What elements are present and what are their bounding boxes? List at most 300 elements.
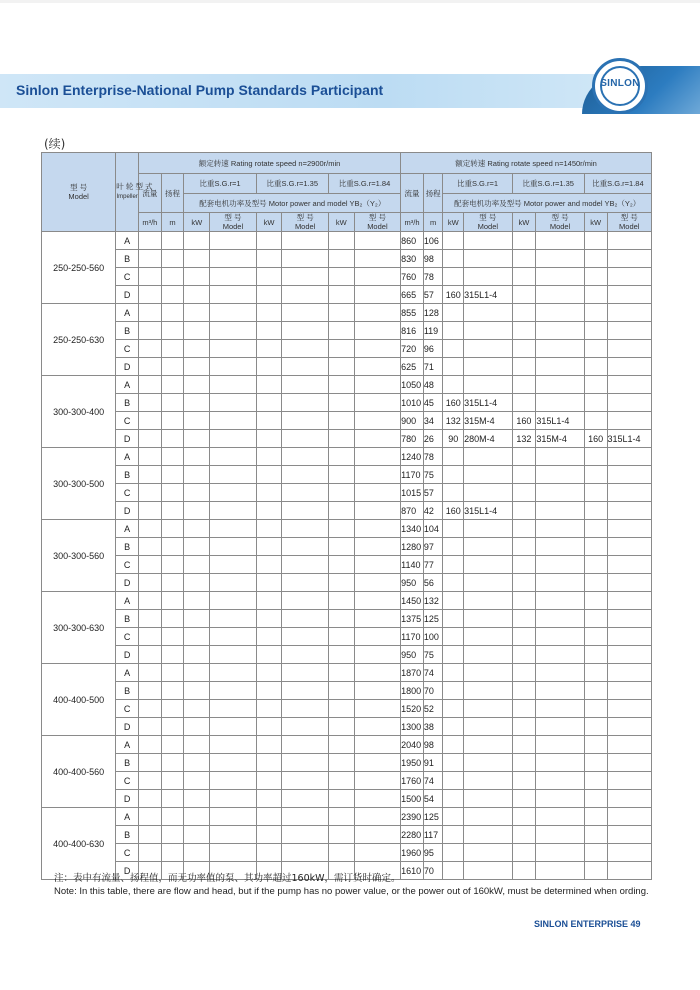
empty-cell: [139, 718, 162, 736]
table-row: [42, 646, 652, 664]
empty-cell: [354, 772, 400, 790]
unit-kw: kW: [328, 213, 354, 232]
head-cell: 78: [423, 268, 443, 286]
motor-model-cell: [607, 412, 651, 430]
power-cell: [584, 574, 607, 592]
empty-cell: [354, 340, 400, 358]
empty-cell: [354, 394, 400, 412]
power-cell: [512, 808, 536, 826]
empty-cell: [184, 826, 210, 844]
sg-1-header: 比重S.G.r=1: [443, 174, 512, 194]
empty-cell: [328, 826, 354, 844]
power-cell: [512, 664, 536, 682]
empty-cell: [161, 304, 184, 322]
empty-cell: [210, 556, 256, 574]
power-cell: [584, 376, 607, 394]
power-cell: [512, 448, 536, 466]
empty-cell: [184, 808, 210, 826]
empty-cell: [328, 574, 354, 592]
head-cell: 57: [423, 484, 443, 502]
impeller-cell: D: [116, 358, 139, 376]
empty-cell: [139, 592, 162, 610]
empty-cell: [282, 250, 328, 268]
motor-model-cell: [464, 826, 513, 844]
empty-cell: [161, 682, 184, 700]
power-cell: [443, 574, 464, 592]
motor-model-cell: [607, 646, 651, 664]
empty-cell: [161, 376, 184, 394]
power-cell: [512, 826, 536, 844]
impeller-cell: B: [116, 322, 139, 340]
head-cell: 38: [423, 718, 443, 736]
empty-cell: [328, 448, 354, 466]
empty-cell: [161, 826, 184, 844]
empty-cell: [139, 790, 162, 808]
empty-cell: [328, 466, 354, 484]
empty-cell: [210, 646, 256, 664]
capacity-cell: 1050: [401, 376, 424, 394]
empty-cell: [354, 232, 400, 250]
empty-cell: [161, 538, 184, 556]
speed-group-2900-header: 额定转速 Rating rotate speed n=2900r/min: [139, 153, 401, 174]
empty-cell: [184, 286, 210, 304]
table-row: [42, 844, 652, 862]
empty-cell: [354, 502, 400, 520]
impeller-cell: B: [116, 682, 139, 700]
unit-model-en: Model: [477, 222, 499, 231]
empty-cell: [139, 808, 162, 826]
head-cell: 98: [423, 250, 443, 268]
table-row: [42, 556, 652, 574]
empty-cell: [354, 736, 400, 754]
impeller-cell: C: [116, 700, 139, 718]
empty-cell: [282, 790, 328, 808]
motor-model-cell: [464, 592, 513, 610]
power-cell: [443, 610, 464, 628]
empty-cell: [328, 304, 354, 322]
empty-cell: [256, 430, 282, 448]
motor-model-cell: [464, 376, 513, 394]
empty-cell: [139, 232, 162, 250]
motor-model-cell: [464, 772, 513, 790]
empty-cell: [328, 646, 354, 664]
model-header-cn: 型 号: [70, 183, 88, 192]
capacity-cell: 2280: [401, 826, 424, 844]
motor-model-cell: 315M-4: [536, 430, 585, 448]
empty-cell: [210, 304, 256, 322]
motor-model-cell: [464, 682, 513, 700]
empty-cell: [354, 322, 400, 340]
unit-head: m: [161, 213, 184, 232]
empty-cell: [256, 736, 282, 754]
power-cell: [443, 664, 464, 682]
empty-cell: [328, 250, 354, 268]
motor-model-cell: [536, 610, 585, 628]
head-cell: 104: [423, 520, 443, 538]
power-cell: [512, 646, 536, 664]
capacity-cell: 1300: [401, 718, 424, 736]
empty-cell: [184, 484, 210, 502]
impeller-cell: D: [116, 862, 139, 880]
motor-model-cell: 315L1-4: [536, 412, 585, 430]
motor-model-cell: [464, 718, 513, 736]
unit-model: [536, 213, 585, 232]
empty-cell: [161, 610, 184, 628]
logo-text: SINLON: [600, 78, 640, 89]
table-row: [42, 538, 652, 556]
capacity-cell: 860: [401, 232, 424, 250]
empty-cell: [328, 520, 354, 538]
motor-model-cell: [607, 610, 651, 628]
power-cell: [443, 232, 464, 250]
empty-cell: [210, 844, 256, 862]
empty-cell: [354, 628, 400, 646]
unit-model-en: Model: [294, 222, 316, 231]
empty-cell: [210, 700, 256, 718]
head-cell: 54: [423, 790, 443, 808]
head-cell: 70: [423, 862, 443, 880]
table-row: [42, 466, 652, 484]
motor-model-cell: [464, 808, 513, 826]
empty-cell: [210, 232, 256, 250]
power-cell: [512, 556, 536, 574]
empty-cell: [328, 286, 354, 304]
motor-model-cell: [464, 484, 513, 502]
motor-model-cell: [464, 646, 513, 664]
power-cell: [584, 412, 607, 430]
motor-model-cell: [607, 736, 651, 754]
power-cell: [512, 790, 536, 808]
empty-cell: [354, 826, 400, 844]
note-chinese: 注：表中有流量、扬程值，而无功率值的泵、其功率超过160kW，需订货时确定。: [54, 873, 401, 884]
motor-model-cell: [607, 376, 651, 394]
empty-cell: [282, 466, 328, 484]
empty-cell: [282, 538, 328, 556]
empty-cell: [139, 286, 162, 304]
motor-model-cell: [536, 376, 585, 394]
head-cell: 77: [423, 556, 443, 574]
power-cell: [443, 628, 464, 646]
empty-cell: [139, 772, 162, 790]
empty-cell: [210, 466, 256, 484]
capacity-cell: 1015: [401, 484, 424, 502]
table-row: [42, 520, 652, 538]
power-cell: [584, 736, 607, 754]
motor-model-cell: [607, 286, 651, 304]
empty-cell: [282, 610, 328, 628]
motor-model-cell: [536, 484, 585, 502]
motor-power-header: 配套电机功率及型号 Motor power and model YB₂（Y₂）: [184, 194, 401, 213]
power-cell: [584, 754, 607, 772]
table-row: [42, 700, 652, 718]
unit-model: [210, 213, 256, 232]
power-cell: [584, 862, 607, 880]
motor-model-cell: [607, 862, 651, 880]
sg-1-header: 比重S.G.r=1: [184, 174, 256, 194]
empty-cell: [328, 736, 354, 754]
motor-model-cell: [607, 448, 651, 466]
empty-cell: [184, 358, 210, 376]
motor-model-cell: [536, 664, 585, 682]
power-cell: [512, 376, 536, 394]
empty-cell: [256, 556, 282, 574]
model-cell: 400-400-560: [42, 736, 116, 808]
empty-cell: [139, 250, 162, 268]
empty-cell: [282, 340, 328, 358]
power-cell: [512, 700, 536, 718]
impeller-cell: A: [116, 592, 139, 610]
power-cell: [443, 844, 464, 862]
head-cn: 扬程: [165, 188, 181, 198]
empty-cell: [282, 826, 328, 844]
power-cell: [443, 448, 464, 466]
empty-cell: [161, 250, 184, 268]
impeller-cell: A: [116, 808, 139, 826]
capacity-cell: 1960: [401, 844, 424, 862]
head-cell: 57: [423, 286, 443, 304]
power-cell: [584, 844, 607, 862]
motor-model-cell: [607, 322, 651, 340]
head-cell: 106: [423, 232, 443, 250]
table-row: [42, 448, 652, 466]
motor-model-cell: [536, 862, 585, 880]
motor-model-cell: [536, 736, 585, 754]
empty-cell: [184, 610, 210, 628]
impeller-cell: B: [116, 754, 139, 772]
empty-cell: [256, 250, 282, 268]
empty-cell: [210, 736, 256, 754]
power-cell: [443, 484, 464, 502]
impeller-cell: D: [116, 574, 139, 592]
head-header: [423, 174, 443, 213]
empty-cell: [354, 358, 400, 376]
power-cell: [584, 340, 607, 358]
unit-model: [354, 213, 400, 232]
empty-cell: [139, 394, 162, 412]
empty-cell: [139, 538, 162, 556]
empty-cell: [161, 754, 184, 772]
spec-table-body: [42, 232, 652, 880]
empty-cell: [210, 754, 256, 772]
motor-model-cell: [464, 322, 513, 340]
empty-cell: [184, 754, 210, 772]
power-cell: [512, 232, 536, 250]
empty-cell: [184, 736, 210, 754]
capacity-cell: 1760: [401, 772, 424, 790]
empty-cell: [210, 718, 256, 736]
empty-cell: [328, 232, 354, 250]
capacity-cell: 1240: [401, 448, 424, 466]
motor-model-cell: [536, 790, 585, 808]
empty-cell: [328, 808, 354, 826]
empty-cell: [161, 700, 184, 718]
empty-cell: [184, 502, 210, 520]
impeller-cell: A: [116, 736, 139, 754]
empty-cell: [256, 538, 282, 556]
power-cell: [443, 700, 464, 718]
empty-cell: [282, 430, 328, 448]
empty-cell: [139, 322, 162, 340]
head-cell: 98: [423, 736, 443, 754]
impeller-cell: A: [116, 664, 139, 682]
motor-model-cell: [536, 286, 585, 304]
empty-cell: [184, 376, 210, 394]
motor-model-cell: [536, 646, 585, 664]
empty-cell: [210, 520, 256, 538]
motor-model-cell: [536, 394, 585, 412]
motor-model-cell: [536, 700, 585, 718]
motor-model-cell: [464, 574, 513, 592]
empty-cell: [161, 646, 184, 664]
empty-cell: [161, 430, 184, 448]
unit-model-cn: 型 号: [620, 213, 638, 222]
head-cell: 100: [423, 628, 443, 646]
power-cell: [443, 592, 464, 610]
table-row: [42, 736, 652, 754]
empty-cell: [354, 250, 400, 268]
table-row: [42, 610, 652, 628]
empty-cell: [161, 718, 184, 736]
power-cell: 160: [584, 430, 607, 448]
sg-135-header: 比重S.G.r=1.35: [512, 174, 584, 194]
empty-cell: [139, 682, 162, 700]
power-cell: 160: [443, 286, 464, 304]
power-cell: [512, 394, 536, 412]
empty-cell: [328, 790, 354, 808]
table-row: [42, 430, 652, 448]
power-cell: [584, 556, 607, 574]
motor-model-cell: [536, 556, 585, 574]
empty-cell: [139, 556, 162, 574]
power-cell: [443, 466, 464, 484]
power-cell: [584, 610, 607, 628]
unit-model-en: Model: [367, 222, 388, 231]
motor-model-cell: [464, 664, 513, 682]
empty-cell: [354, 484, 400, 502]
motor-model-cell: [536, 808, 585, 826]
power-cell: [584, 232, 607, 250]
capacity-cell: 1610: [401, 862, 424, 880]
empty-cell: [354, 430, 400, 448]
head-cell: 132: [423, 592, 443, 610]
head-cell: 78: [423, 448, 443, 466]
impeller-cell: C: [116, 268, 139, 286]
power-cell: [584, 538, 607, 556]
table-row: [42, 502, 652, 520]
empty-cell: [161, 736, 184, 754]
empty-cell: [210, 502, 256, 520]
head-cn: 扬程: [425, 188, 441, 198]
table-row: [42, 772, 652, 790]
motor-model-cell: [607, 682, 651, 700]
power-cell: [512, 250, 536, 268]
power-cell: 90: [443, 430, 464, 448]
unit-model: [607, 213, 651, 232]
empty-cell: [256, 286, 282, 304]
empty-cell: [161, 664, 184, 682]
empty-cell: [210, 430, 256, 448]
power-cell: [512, 592, 536, 610]
empty-cell: [282, 772, 328, 790]
empty-cell: [161, 628, 184, 646]
empty-cell: [354, 448, 400, 466]
power-cell: [443, 268, 464, 286]
motor-model-cell: [464, 466, 513, 484]
motor-model-cell: [536, 232, 585, 250]
power-cell: [512, 862, 536, 880]
model-header-en: Model: [68, 192, 89, 201]
empty-cell: [282, 358, 328, 376]
unit-model-cn: 型 号: [368, 213, 386, 222]
empty-cell: [282, 682, 328, 700]
head-cell: 117: [423, 826, 443, 844]
empty-cell: [139, 700, 162, 718]
empty-cell: [139, 412, 162, 430]
empty-cell: [184, 718, 210, 736]
empty-cell: [184, 394, 210, 412]
empty-cell: [282, 304, 328, 322]
table-row: [42, 268, 652, 286]
power-cell: [443, 520, 464, 538]
empty-cell: [354, 664, 400, 682]
empty-cell: [328, 556, 354, 574]
empty-cell: [256, 646, 282, 664]
motor-model-cell: [607, 358, 651, 376]
empty-cell: [210, 772, 256, 790]
motor-model-cell: [607, 502, 651, 520]
empty-cell: [328, 412, 354, 430]
power-cell: [584, 484, 607, 502]
empty-cell: [139, 268, 162, 286]
power-cell: [584, 772, 607, 790]
motor-model-cell: [464, 250, 513, 268]
motor-model-cell: [536, 574, 585, 592]
power-cell: [512, 736, 536, 754]
empty-cell: [328, 754, 354, 772]
motor-model-cell: [464, 754, 513, 772]
power-cell: [512, 574, 536, 592]
empty-cell: [282, 646, 328, 664]
empty-cell: [256, 772, 282, 790]
empty-cell: [161, 412, 184, 430]
empty-cell: [354, 592, 400, 610]
empty-cell: [256, 304, 282, 322]
power-cell: [512, 538, 536, 556]
empty-cell: [184, 844, 210, 862]
empty-cell: [161, 592, 184, 610]
empty-cell: [184, 250, 210, 268]
motor-model-cell: [536, 718, 585, 736]
empty-cell: [184, 556, 210, 574]
empty-cell: [184, 682, 210, 700]
unit-kw: kW: [443, 213, 464, 232]
empty-cell: [256, 664, 282, 682]
empty-cell: [354, 808, 400, 826]
empty-cell: [184, 574, 210, 592]
empty-cell: [282, 322, 328, 340]
empty-cell: [161, 340, 184, 358]
motor-model-cell: [536, 358, 585, 376]
empty-cell: [282, 286, 328, 304]
unit-model-en: Model: [549, 222, 571, 231]
empty-cell: [139, 754, 162, 772]
capacity-cn: 流量: [404, 188, 420, 198]
motor-model-cell: [536, 826, 585, 844]
empty-cell: [282, 412, 328, 430]
capacity-cell: 1375: [401, 610, 424, 628]
empty-cell: [210, 538, 256, 556]
capacity-header: [139, 174, 162, 213]
